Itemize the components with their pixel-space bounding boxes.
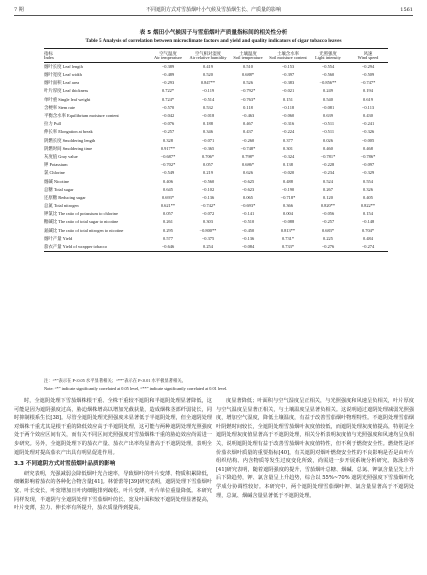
table-cell: −0.018 bbox=[201, 113, 215, 119]
table-cell: −0.856** bbox=[319, 80, 337, 86]
row-label: 灰度值 Gray value bbox=[44, 153, 78, 159]
table-cell: −0.549 bbox=[161, 170, 175, 176]
table-cell: 0.254 bbox=[188, 243, 228, 252]
table-cell: 0.540 bbox=[323, 96, 333, 102]
table-cell: 0.724* bbox=[161, 96, 175, 102]
column-header-en: Air temperature bbox=[148, 56, 188, 63]
table-cell: −0.511 bbox=[321, 121, 335, 127]
table-cell: 0.706* bbox=[201, 153, 215, 159]
table-row bbox=[44, 153, 388, 161]
column-header-en: Soil temperature bbox=[228, 56, 268, 63]
table-cell: −0.119 bbox=[201, 88, 215, 94]
table-cell: −0.324 bbox=[281, 153, 295, 159]
table-cell: −0.625 bbox=[241, 178, 255, 184]
table-cell: −0.570 bbox=[161, 104, 175, 110]
column-header-en: Wind speed bbox=[348, 56, 388, 63]
table-cell: 0.822** bbox=[360, 203, 376, 209]
table-cell: −0.742* bbox=[200, 203, 216, 209]
table-cell: −0.792* bbox=[240, 88, 256, 94]
table-cell: −0.786* bbox=[360, 153, 376, 159]
table-cell: −0.293 bbox=[161, 80, 175, 86]
table-row bbox=[44, 71, 388, 79]
table-cell: −0.450 bbox=[241, 227, 255, 233]
table-cell: −0.153 bbox=[281, 63, 295, 69]
table-row bbox=[44, 194, 388, 202]
table-caption-cn: 表 5 烟田小气候因子与雪茄烟叶产质量指标间的相关性分析 bbox=[139, 30, 288, 36]
row-label: 伸长率 Elongation at break bbox=[44, 129, 93, 135]
row-label: 钾氯比 The ratio of potassium to chlorine bbox=[44, 211, 118, 217]
table-cell: −0.060 bbox=[281, 113, 295, 119]
table-cell: −0.463 bbox=[241, 113, 255, 119]
table-cell: −0.510 bbox=[241, 219, 255, 225]
table-cell: −0.260 bbox=[241, 137, 255, 143]
table-cell: −0.397 bbox=[281, 72, 295, 78]
table-row bbox=[44, 186, 388, 194]
table-caption-en: Table 5 Analysis of correlation between microclimate factors and yield and quality indicators of cigar tobacco leaves bbox=[85, 38, 342, 44]
table-cell: −0.702* bbox=[160, 162, 176, 168]
table-cell: −0.554 bbox=[321, 63, 335, 69]
table-cell: 0.688* bbox=[241, 72, 255, 78]
table-cell: −0.514 bbox=[201, 96, 215, 102]
table-row bbox=[44, 129, 388, 137]
table-cell: 0.510 bbox=[243, 63, 253, 69]
running-header bbox=[14, 5, 413, 16]
row-label: 烟叶宽度 Leaf width bbox=[44, 72, 82, 78]
table-cell: 0.151 bbox=[283, 96, 293, 102]
table-cell: −0.693* bbox=[240, 203, 256, 209]
table-cell: 0.437 bbox=[243, 129, 253, 135]
table-cell: −0.781* bbox=[320, 153, 336, 159]
row-label: 叶片厚度 Leaf thickness bbox=[44, 88, 89, 94]
row-label: 阴燃长度 Smoldering length bbox=[44, 137, 96, 143]
row-label: 还原糖 Reducing sugar bbox=[44, 194, 86, 200]
row-label: 茄衣产量 Yield of wrapper tobacco bbox=[44, 243, 148, 252]
row-label: 总氮 Total nitrogen bbox=[44, 203, 79, 209]
table-note-cn: 注：“*”表示在 P<0.05 水平显著相关；“**”表示在 P<0.01 水平极显著相关。 bbox=[44, 378, 186, 383]
table-cell: −0.136 bbox=[201, 194, 215, 200]
row-label: 拉力 Pull bbox=[44, 121, 61, 127]
table-cell: 0.328 bbox=[163, 137, 173, 143]
table-cell: 0.554 bbox=[363, 178, 373, 184]
table-cell: 0.686* bbox=[241, 162, 255, 168]
row-label: 阴燃时间 Smoldering time bbox=[44, 145, 93, 151]
paragraph: 度显著降低；叶面积与空气湿度呈正相关，与光照强度和风速呈负相关，叶片厚度与空气温度呈显著正相关，与土壤温度呈显著负相关。这说明通过遮阴处理减弱光照强度，增加空气湿度，降低土壤温度，有益于改善雪茄烟叶物理特性。不遮阴处理雪茄烟叶阴燃时间较长，全遮阴处理雪茄烟叶灰度值较低，而遮阴处理灰度值提高，特别是全遮阴处理灰度值显著高于不遮阴处理，相关分析表明灰度值与光照强度和风速均呈负相关，说明遮阴处理有益于改善雪茄烟叶灰度值特性，但不利于燃烧安全性。燃烧性是评价茄衣烟叶质量的重要指标[40]，有关遮阴对烟叶燃烧安全性的不良影响是否是由叶片组织结构、内含物质等发生过度变化所致，尚需进一步开展系统分析研究。陈泳珍等[41]研究表明，随着遮阴强度的提升，雪茄烟叶总糖、烟碱、总氮、钾氯含量呈先上升后下降趋势，钾、氯含量呈上升趋势，综合以 55%~70% 遮阴光照强度下雪茄烟叶化学成分协调性较好。本研究中，两个遮阴处理雪茄烟叶钾、氯含量显著高于不遮阴处理，总氮、烟碱含量显著低于不遮阴处理。 bbox=[216, 398, 414, 499]
table-row bbox=[44, 210, 388, 218]
column-header-cn: 空气相对湿度 bbox=[188, 49, 228, 57]
row-label: 氮碱比 The ratio of total nitrogen to nicotine bbox=[44, 227, 124, 233]
table-cell: −0.274 bbox=[348, 243, 388, 252]
table-cell: −0.383 bbox=[281, 80, 295, 86]
table-cell: 0.526 bbox=[243, 80, 253, 86]
table-row bbox=[44, 202, 388, 210]
row-label: 烟叶长度 Leaf length bbox=[44, 63, 83, 69]
table-cell: −0.072 bbox=[201, 211, 215, 217]
correlation-table bbox=[44, 48, 388, 252]
table-cell: 0.626 bbox=[243, 170, 253, 176]
table-cell: 0.225 bbox=[323, 235, 333, 241]
table-cell: 0.798* bbox=[241, 153, 255, 159]
table-row bbox=[44, 96, 388, 104]
body-left-column bbox=[14, 397, 212, 513]
table-cell: 0.524 bbox=[323, 178, 333, 184]
table-cell: −0.687* bbox=[160, 153, 176, 159]
table-cell: 0.303 bbox=[203, 219, 213, 225]
table-cell: 0.621** bbox=[160, 203, 176, 209]
table-cell: −0.118 bbox=[281, 104, 295, 110]
table-cell: −0.042 bbox=[161, 113, 175, 119]
table-cell: 0.683* bbox=[321, 227, 335, 233]
table-cell: 0.004 bbox=[283, 211, 293, 217]
table-row bbox=[44, 219, 388, 227]
table-cell: 0.467 bbox=[243, 121, 253, 127]
table-cell: 0.639 bbox=[323, 113, 333, 119]
table-cell: −0.511 bbox=[321, 129, 335, 135]
table-cell: 0.346 bbox=[203, 129, 213, 135]
column-header-cn: 土壤温度 bbox=[228, 49, 268, 57]
table-cell: 0.261 bbox=[163, 219, 173, 225]
table-cell: 0.532 bbox=[203, 104, 213, 110]
table-cell: 0.722* bbox=[161, 88, 175, 94]
table-cell: −0.076 bbox=[161, 121, 175, 127]
table-cell: −0.021 bbox=[281, 88, 295, 94]
table-row bbox=[44, 112, 388, 120]
table-row bbox=[44, 169, 388, 177]
table-cell: −0.294 bbox=[361, 63, 375, 69]
table-cell: 0.704* bbox=[361, 227, 375, 233]
table-cell: 0.138 bbox=[283, 162, 293, 168]
table-cell: 0.484 bbox=[363, 235, 373, 241]
table-cell: 0.118 bbox=[243, 104, 253, 110]
table-cell: −0.136 bbox=[241, 235, 255, 241]
table-cell: −0.316 bbox=[281, 121, 295, 127]
table-cell: −0.763* bbox=[240, 96, 256, 102]
table-cell: 0.026 bbox=[323, 137, 333, 143]
table-cell: −0.326 bbox=[361, 129, 375, 135]
table-cell: 0.847** bbox=[200, 80, 216, 86]
row-label: 烟叶产量 Yield bbox=[44, 235, 73, 241]
table-cell: −0.141 bbox=[241, 211, 255, 217]
column-header-cn: 空气温度 bbox=[148, 49, 188, 57]
table-cell: −0.228 bbox=[321, 162, 335, 168]
column-header-en: Air relative humidity bbox=[188, 56, 228, 63]
table-cell: −0.800** bbox=[199, 227, 217, 233]
column-header-en: Light intensity bbox=[308, 56, 348, 63]
table-cell: −0.102 bbox=[201, 186, 215, 192]
table-row bbox=[44, 120, 388, 128]
row-label: 总糖 Total sugar bbox=[44, 186, 74, 192]
table-cell: 0.267 bbox=[323, 186, 333, 192]
column-header-cn: 风速 bbox=[348, 49, 388, 57]
table-cell: −0.020 bbox=[281, 170, 295, 176]
row-label: 氯 Chlorine bbox=[44, 170, 65, 176]
table-cell: −0.241 bbox=[361, 121, 375, 127]
table-cell: −0.560 bbox=[321, 72, 335, 78]
paragraph: 时，全遮阴处理下雪茄烟株根干重、全株干重较不遮阴和半遮阴处理显著降低，这可能是因为遮阴强度过高，胁迫烟株增高以增加光截获量，造成烟株茎部纤弱徒长，同时抑制根系生长[38]。尽管全遮阴处理光照强度未显著低于半遮阴处理，但全遮阴处理对烟株干重尤其是根干重的降低效应高于半遮阴处理，这可能与两种遮阴处理光照强度处于两个效应区间有关，而有关不同区间光照强度对雪茄烟株干重的胁迫效应尚需进一步研究。另外，全遮阴处理下的茄衣产量、茄衣产出率均显著高于不遮阴处理，表明全遮阴处理对提高茄衣产出具有明显促进作用。 bbox=[14, 398, 212, 456]
table-cell: −0.747* bbox=[360, 80, 376, 86]
table-cell: −0.489 bbox=[161, 72, 175, 78]
row-label: 烟碱 Nicotine bbox=[44, 178, 69, 184]
table-cell: 0.188 bbox=[203, 121, 213, 127]
row-label: 钾 Potassium bbox=[44, 162, 68, 168]
table-cell: 0.301 bbox=[283, 145, 293, 151]
table-body bbox=[44, 63, 388, 252]
row-label: 烟叶面积 Leaf area bbox=[44, 80, 80, 86]
table-cell: −0.088 bbox=[281, 219, 295, 225]
row-label: 平衡含水率 Equilibrium moisture content bbox=[44, 113, 119, 119]
table-cell: 0.917** bbox=[160, 145, 176, 151]
table-cell: 0.295 bbox=[163, 227, 173, 233]
table-cell: 0.405 bbox=[363, 194, 373, 200]
table-cell: −0.623 bbox=[241, 186, 255, 192]
column-header-cn: 光照强度 bbox=[308, 49, 348, 57]
table-cell: −0.560 bbox=[201, 178, 215, 184]
table-cell: 0.468 bbox=[363, 145, 373, 151]
table-cell: −0.329 bbox=[361, 170, 375, 176]
table-row bbox=[44, 161, 388, 169]
column-header-en: Soil moisture content bbox=[268, 56, 308, 63]
table-row bbox=[44, 145, 388, 153]
table-row bbox=[44, 243, 388, 252]
column-header-cn: 土壤含水率 bbox=[268, 49, 308, 57]
table-cell: −0.081 bbox=[321, 104, 335, 110]
table-cell: −0.646 bbox=[148, 243, 188, 252]
table-row bbox=[44, 104, 388, 112]
table-cell: 0.419 bbox=[203, 63, 213, 69]
table-row bbox=[44, 137, 388, 145]
table-cell: 0.377 bbox=[283, 137, 293, 143]
section-heading: 3.3 不同遮阴方式对雪茄烟叶品质的影响 bbox=[14, 461, 116, 468]
table-cell: −0.190 bbox=[281, 186, 295, 192]
table-cell: 0.813** bbox=[280, 227, 296, 233]
table-cell: −0.005 bbox=[361, 137, 375, 143]
table-cell: −0.071 bbox=[201, 137, 215, 143]
table-cell: 0.120 bbox=[323, 194, 333, 200]
table-cell: −0.097 bbox=[361, 162, 375, 168]
table-note-en: Note: “*” indicate significantly correlated at 0.05 level, “**” indicate significantly correlated at 0.01 level. bbox=[44, 386, 228, 391]
table-cell: 0.249 bbox=[323, 88, 333, 94]
table-row bbox=[44, 235, 388, 243]
table-cell: 0.488 bbox=[283, 178, 293, 184]
table-cell: 0.460 bbox=[323, 145, 333, 151]
table-cell: −0.748* bbox=[240, 145, 256, 151]
table-cell: −0.257 bbox=[321, 219, 335, 225]
table-cell: 0.645 bbox=[163, 186, 173, 192]
table-cell: 0.733* bbox=[268, 243, 308, 252]
row-label: 含梗率 Stem rate bbox=[44, 104, 75, 110]
issue-number: 7 期 bbox=[14, 7, 24, 13]
table-cell: 0.154 bbox=[363, 211, 373, 217]
page-number: 1561 bbox=[400, 7, 413, 13]
column-header-en: Index bbox=[44, 56, 148, 63]
table-cell: 0.577 bbox=[163, 235, 173, 241]
table-cell: 0.057 bbox=[203, 162, 213, 168]
table-cell: −0.375 bbox=[201, 235, 215, 241]
table-cell: 0.693* bbox=[161, 194, 175, 200]
table-row bbox=[44, 79, 388, 87]
table-cell: 0.406 bbox=[163, 178, 173, 184]
table-cell: −0.718* bbox=[280, 194, 296, 200]
table-cell: 0.619 bbox=[363, 96, 373, 102]
table-header-row-cn bbox=[44, 49, 388, 57]
table-cell: −0.365 bbox=[201, 145, 215, 151]
table-row bbox=[44, 227, 388, 235]
row-label: 单叶重 Single leaf weight bbox=[44, 96, 91, 102]
table-cell: 0.326 bbox=[363, 186, 373, 192]
table-cell: −0.084 bbox=[228, 243, 268, 252]
table-row bbox=[44, 63, 388, 72]
table-cell: −0.113 bbox=[361, 104, 375, 110]
table-cell: −0.257 bbox=[161, 129, 175, 135]
row-label: 糖碱比 The ratio of total sugar to nicotine bbox=[44, 219, 119, 225]
table-cell: 0.057 bbox=[163, 211, 173, 217]
table-cell: 0.820** bbox=[320, 203, 336, 209]
table-cell: −0.276 bbox=[308, 243, 348, 252]
table-cell: −0.234 bbox=[321, 170, 335, 176]
body-right-column bbox=[216, 397, 414, 500]
journal-running-title: 不同遮阴方式对雪茄烟叶小气候及雪茄烟生长、产质量的影响 bbox=[145, 7, 281, 13]
table-cell: 0.366 bbox=[283, 203, 293, 209]
table-cell: 0.065 bbox=[243, 194, 253, 200]
table-cell: −0.148 bbox=[361, 219, 375, 225]
table-cell: 0.194 bbox=[363, 88, 373, 94]
table-cell: 0.430 bbox=[363, 113, 373, 119]
table-row bbox=[44, 88, 388, 96]
table-cell: 0.731* bbox=[281, 235, 295, 241]
table-cell: 0.219 bbox=[203, 170, 213, 176]
paragraph: 研究表明，光强减弱会降低烟叶光合速率，导致烟叶的叶片变薄、物质积累降低，细嫩影响着茄衣的各种化合物含量[41]。林蕾蕾等[39]研究表明，遮阴处理下雪茄烟叶宽、叶长变长，叶宽增加且叶肉细胞排列疏松，叶片变薄，叶片单位重量降低。本研究同样发现，半遮阴与全遮阴处理下雪茄烟叶的长、宽及叶面积较不遮阴处理显著提高，叶片变薄，拉力、伸长率有所提升，茄衣质量得到提高。 bbox=[14, 470, 212, 512]
column-header-cn: 指标 bbox=[44, 49, 148, 57]
table-cell: −0.389 bbox=[161, 63, 175, 69]
table-cell: −0.224 bbox=[281, 129, 295, 135]
table-cell: −0.056 bbox=[321, 211, 335, 217]
table-cell: 0.520 bbox=[203, 72, 213, 78]
table-row bbox=[44, 178, 388, 186]
table-cell: −0.509 bbox=[361, 72, 375, 78]
